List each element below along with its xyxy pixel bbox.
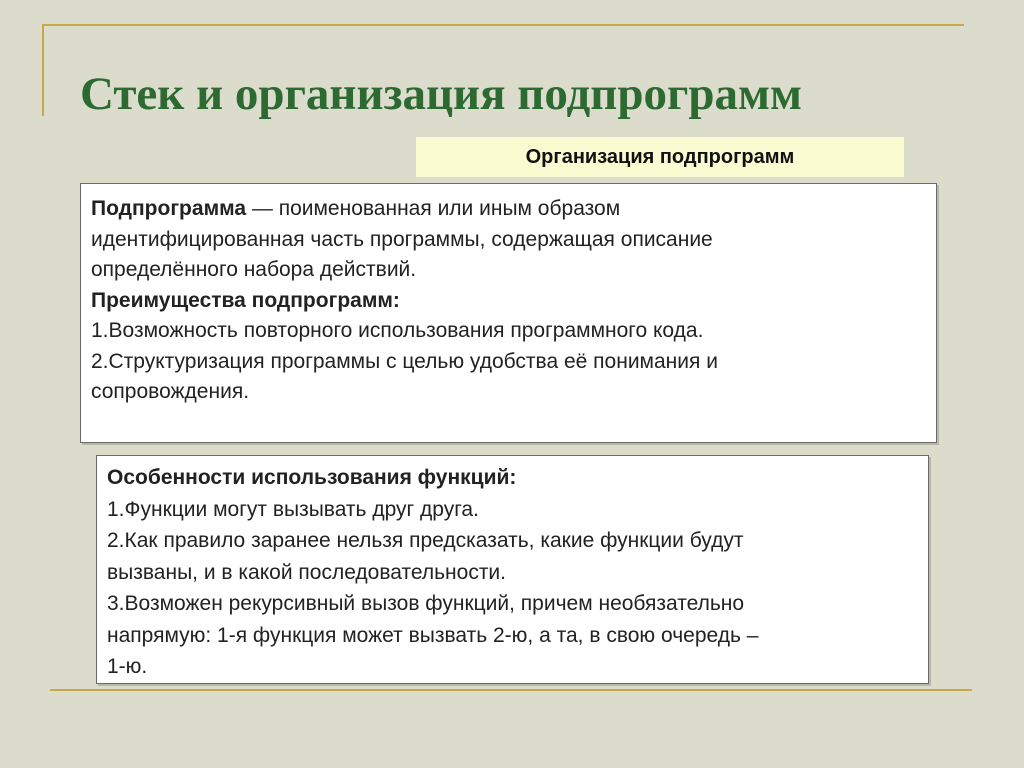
left-accent-rule: [42, 24, 44, 116]
subtitle-banner: [416, 137, 904, 177]
advantages-heading: Преимущества подпрограмм:: [91, 288, 400, 312]
feature-item: 2.Как правило заранее нельзя предсказать, какие функции будут: [107, 529, 744, 552]
slide-subtitle: Организация подпрограмм: [525, 145, 795, 168]
definition-line: определённого набора действий.: [91, 258, 417, 281]
advantage-item: 1.Возможность повторного использования программного кода.: [91, 319, 704, 342]
feature-item: 1.Функции могут вызывать друг друга.: [107, 497, 479, 521]
bottom-accent-rule: [50, 689, 972, 691]
definition-text-box: [80, 183, 937, 443]
feature-item: напрямую: 1-я функция может вызвать 2-ю, а та, в свою очередь –: [107, 623, 759, 647]
features-text-box: [96, 455, 929, 684]
advantage-item: сопровождения.: [91, 380, 250, 403]
advantage-item: 2.Структуризация программы с целью удобства её понимания и: [91, 349, 718, 373]
definition-line: [91, 194, 936, 225]
definition-text: — поименованная или иным образом: [246, 197, 621, 220]
features-heading: Особенности использования функций:: [107, 466, 517, 489]
definition-term: Подпрограмма: [91, 197, 247, 220]
feature-item: вызваны, и в какой последовательности.: [107, 560, 506, 584]
feature-item: 3.Возможен рекурсивный вызов функций, причем необязательно: [107, 592, 745, 615]
top-accent-rule: [42, 24, 964, 26]
slide-title: Стек и организация подпрограмм: [80, 68, 803, 120]
feature-item: 1-ю.: [107, 655, 148, 678]
definition-line: идентифицированная часть программы, содержащая описание: [91, 227, 713, 251]
